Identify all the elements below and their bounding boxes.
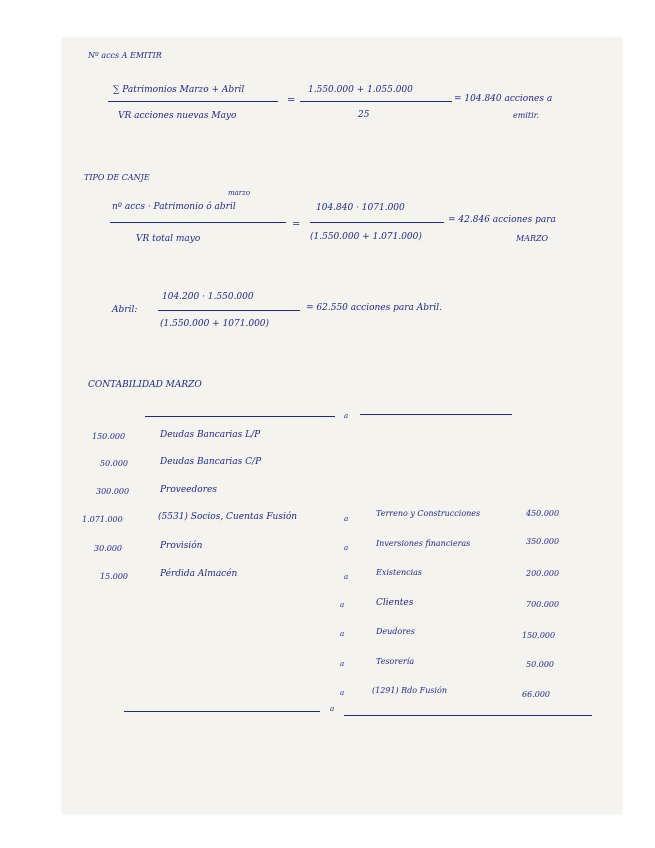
journal-title: CONTABILIDAD MARZO [88, 380, 202, 390]
journal-footer-rule-left [124, 711, 320, 712]
debit-amount: 1.071.000 [82, 515, 123, 524]
section2-title: TIPO DE CANJE [84, 173, 150, 182]
debit-account: Deudas Bancarias C/P [160, 457, 262, 467]
section3-label: Abril: [112, 305, 138, 315]
credit-account: Inversiones financieras [376, 539, 471, 548]
section1-denominator-right: 25 [358, 110, 370, 120]
credit-amount: 700.000 [526, 600, 560, 609]
fraction-bar [158, 310, 300, 311]
credit-sep: a [340, 660, 345, 668]
journal-footer-sep: a [330, 705, 335, 713]
debit-amount: 50.000 [100, 459, 128, 468]
credit-amount: 200.000 [526, 569, 560, 578]
section2-denominator-left: VR total mayo [136, 234, 201, 244]
debit-amount: 300.000 [96, 487, 130, 496]
section1-title: Nº accs A EMITIR [88, 51, 162, 60]
credit-sep: a [340, 689, 345, 697]
credit-sep: a [340, 601, 345, 609]
section1-denominator-left: VR acciones nuevas Mayo [118, 111, 237, 121]
debit-amount: 30.000 [94, 544, 122, 553]
credit-account: Clientes [376, 598, 414, 608]
credit-amount: 150.000 [522, 631, 556, 640]
section2-numerator-right: 104.840 · 1071.000 [316, 203, 405, 213]
section1-numerator-left: ∑ Patrimonios Marzo + Abril [113, 85, 245, 95]
section1-numerator-right: 1.550.000 + 1.055.000 [308, 85, 413, 95]
journal-footer-rule-right [344, 715, 592, 716]
journal-header-rule-right [360, 414, 512, 415]
credit-amount: 66.000 [522, 690, 550, 699]
debit-account: Deudas Bancarias L/P [160, 430, 261, 440]
journal-header-sep: a [344, 412, 349, 420]
section3-result: = 62.550 acciones para Abril. [306, 303, 442, 313]
fraction-bar [310, 222, 444, 223]
debit-account: (5531) Socios, Cuentas Fusión [158, 512, 298, 522]
equals-sign: = [287, 95, 296, 106]
debit-account: Provisión [160, 541, 203, 551]
credit-account: Existencias [376, 568, 423, 577]
credit-sep: a [340, 630, 345, 638]
section2-numerator-left: nº accs · Patrimonio ó abril [112, 202, 236, 212]
credit-amount: 450.000 [526, 509, 560, 518]
credit-account: Tesorería [376, 657, 415, 666]
equals-sign: = [292, 219, 301, 230]
credit-account: Deudores [376, 627, 415, 636]
section1-result-continued: emitir. [513, 111, 540, 120]
section2-denominator-right: (1.550.000 + 1.071.000) [310, 232, 422, 242]
section2-result-continued: MARZO [516, 234, 549, 243]
fraction-bar [110, 222, 286, 223]
debit-account: Pérdida Almacén [160, 569, 238, 579]
section2-superscript: marzo [228, 189, 251, 197]
credit-sep: a [344, 544, 349, 552]
section2-result: = 42.846 acciones para [448, 215, 556, 225]
credit-account: (1291) Rdo Fusión [372, 686, 447, 695]
credit-sep: a [344, 515, 349, 523]
credit-account: Terreno y Construcciones [376, 509, 481, 518]
section3-numerator: 104.200 · 1.550.000 [162, 292, 254, 302]
credit-sep: a [344, 573, 349, 581]
debit-amount: 15.000 [100, 572, 128, 581]
fraction-bar [108, 101, 278, 102]
debit-account: Proveedores [160, 485, 217, 495]
credit-amount: 350.000 [526, 537, 560, 546]
fraction-bar [300, 101, 452, 102]
section3-denominator: (1.550.000 + 1071.000) [160, 319, 270, 329]
credit-amount: 50.000 [526, 660, 554, 669]
journal-header-rule-left [145, 416, 335, 417]
debit-amount: 150.000 [92, 432, 126, 441]
section1-result: = 104.840 acciones a [454, 94, 553, 104]
